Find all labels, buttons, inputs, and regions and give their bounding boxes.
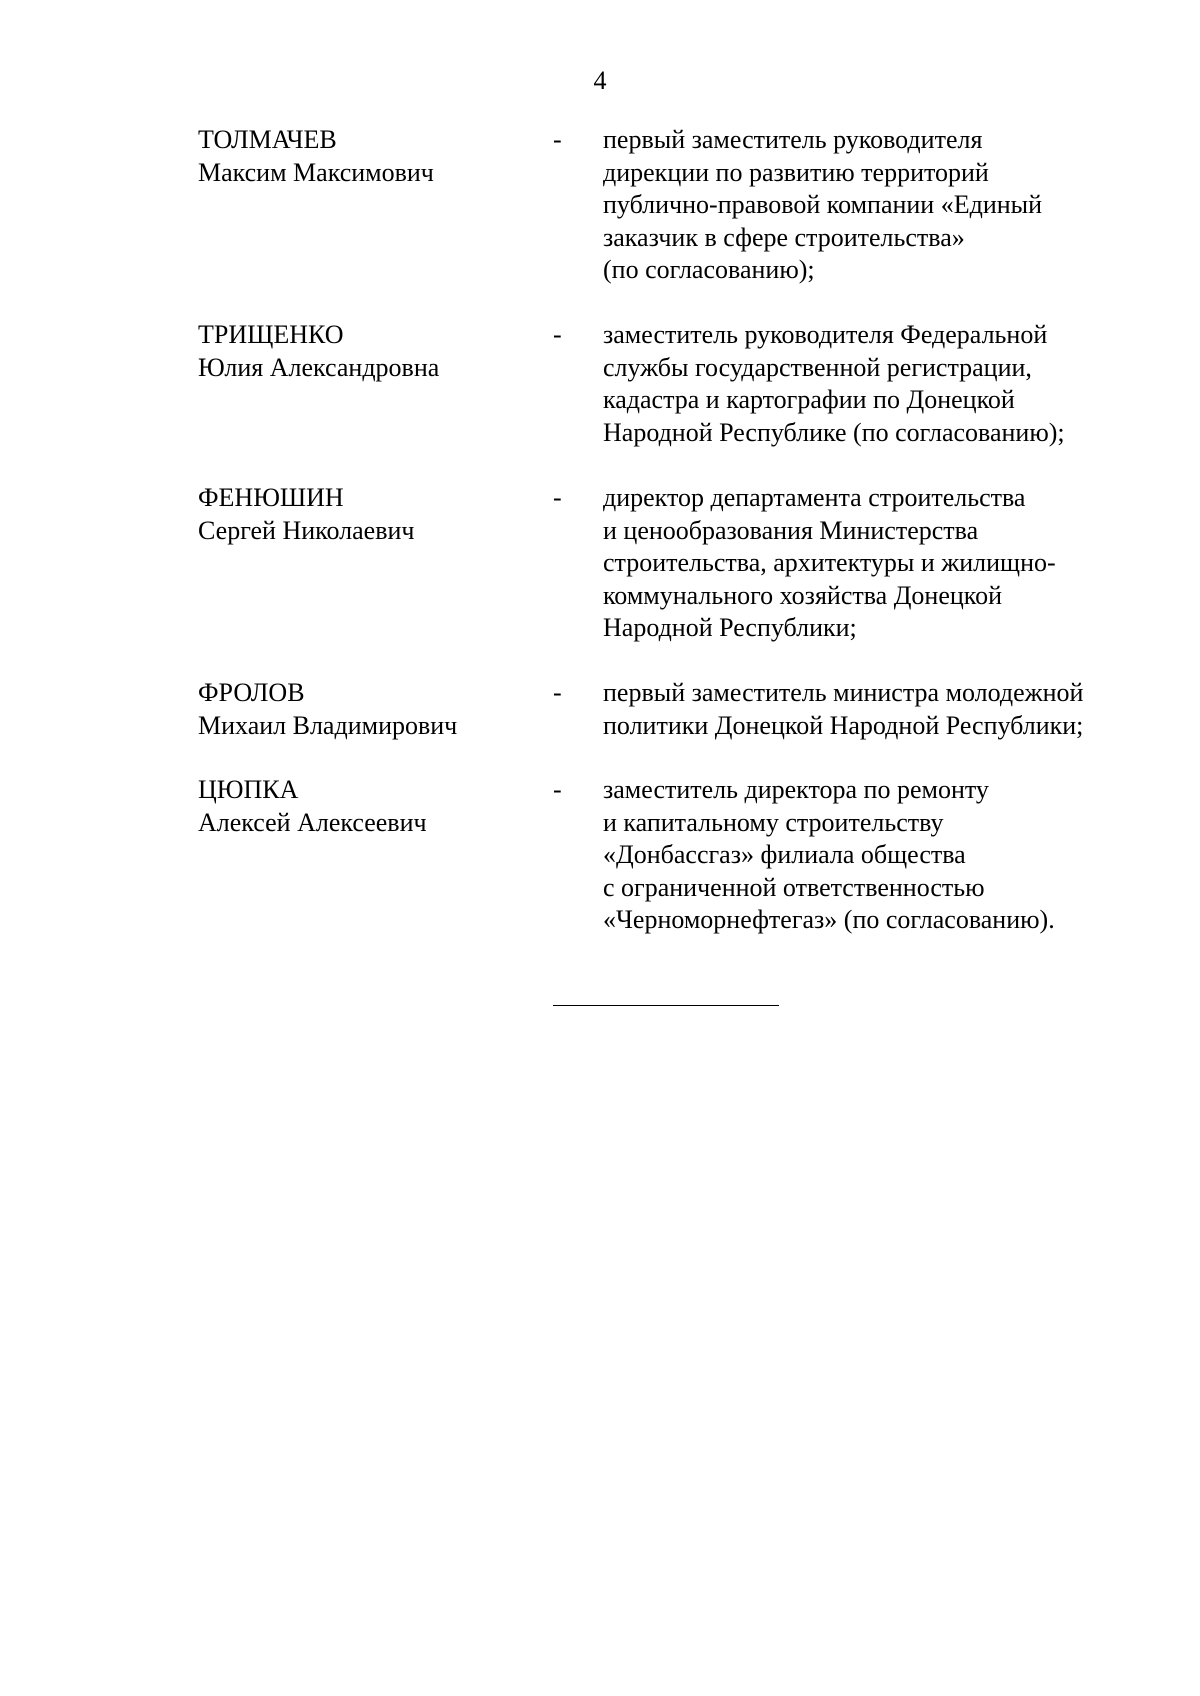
member-given-names: Михаил Владимирович [198, 710, 458, 740]
description-line: и ценообразования Министерства [603, 515, 979, 545]
description-line: кадастра и картографии по Донецкой [603, 385, 1015, 415]
member-surname: ТРИЩЕНКО [198, 320, 344, 349]
member-surname: ТОЛМАЧЕВ [198, 125, 337, 154]
member-dash: - [553, 125, 562, 154]
description-line: Народной Республики; [603, 613, 857, 643]
member-name [198, 124, 528, 189]
description-line: первый заместитель министра молодежной [603, 678, 1084, 707]
member-given-names: Максим Максимович [198, 157, 434, 187]
member-description [603, 774, 1163, 937]
description-line: дирекции по развитию территорий [603, 157, 989, 187]
description-line: «Донбассгаз» филиала общества [603, 840, 966, 870]
member-name [198, 677, 528, 742]
description-line: строительства, архитектуры и жилищно- [603, 548, 1056, 578]
description-line: «Черноморнефтегаз» (по согласованию). [603, 905, 1055, 935]
member-surname: ФЕНЮШИН [198, 483, 344, 512]
member-given-names: Сергей Николаевич [198, 515, 415, 545]
member-dash: - [553, 320, 562, 349]
member-dash: - [553, 775, 562, 804]
description-line: (по согласованию); [603, 255, 815, 285]
member-name [198, 319, 528, 384]
description-line: первый заместитель руководителя [603, 125, 983, 154]
description-line: заказчик в сфере строительства» [603, 222, 965, 252]
member-surname: ЦЮПКА [198, 775, 299, 804]
member-description [603, 482, 1163, 645]
description-line: заместитель директора по ремонту [603, 775, 989, 804]
description-line: директор департамента строительства [603, 483, 1026, 512]
member-given-names: Алексей Алексеевич [198, 807, 427, 837]
description-line: и капитальному строительству [603, 807, 944, 837]
member-dash: - [553, 483, 562, 512]
description-line: коммунального хозяйства Донецкой [603, 580, 1003, 610]
description-line: политики Донецкой Народной Республики; [603, 710, 1084, 740]
member-description [603, 124, 1163, 287]
member-given-names: Юлия Александровна [198, 352, 440, 382]
page-number: 4 [593, 66, 607, 95]
end-of-list-rule [553, 1005, 779, 1006]
description-line: с ограниченной ответственностью [603, 872, 985, 902]
member-dash: - [553, 678, 562, 707]
member-description [603, 677, 1163, 742]
member-name [198, 774, 528, 839]
member-name [198, 482, 528, 547]
member-surname: ФРОЛОВ [198, 678, 305, 707]
description-line: публично-правовой компании «Единый [603, 190, 1043, 220]
description-line: заместитель руководителя Федеральной [603, 320, 1048, 349]
description-line: службы государственной регистрации, [603, 352, 1032, 382]
member-description [603, 319, 1163, 449]
description-line: Народной Республике (по согласованию); [603, 417, 1065, 447]
